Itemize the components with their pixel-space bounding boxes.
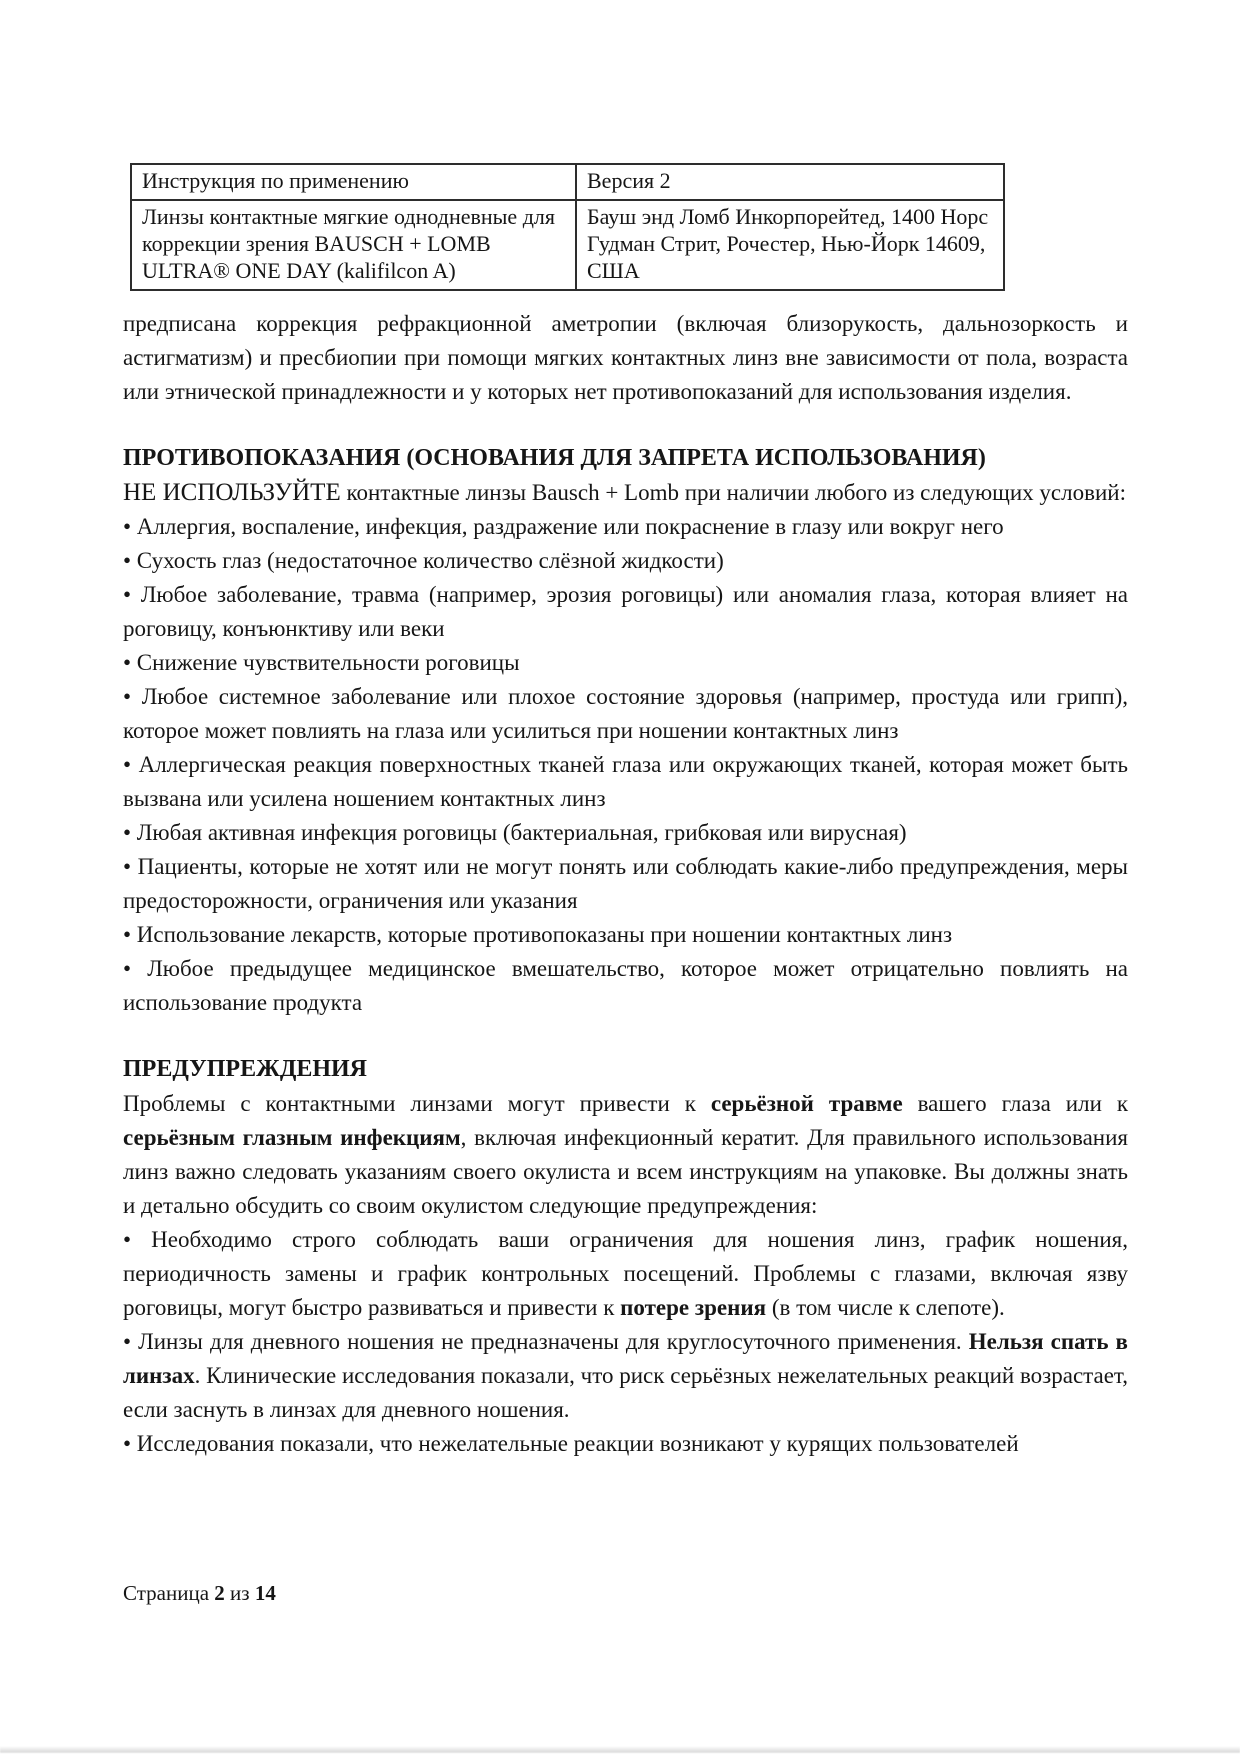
warning-item: [123, 1427, 1128, 1461]
text-run: серьёзным глазным инфекциям: [123, 1125, 461, 1150]
text-run: контактные линзы Bausch + Lomb при наличии любого из следующих условий:: [340, 480, 1126, 505]
contraindication-item: • Любое системное заболевание или плохое состояние здоровья (например, простуда или грипп), которое может повлиять на глаза или усилиться при ношении контактных линз: [123, 684, 1128, 743]
table-row: [131, 164, 1004, 200]
contraindications-list: [123, 510, 1128, 1020]
contraindication-item: • Сухость глаз (недостаточное количество слёзной жидкости): [123, 548, 724, 573]
text-run: Нельзя спать в линзах: [123, 1329, 1128, 1388]
text-run: , включая инфекционный кератит. Для правильного использования линз важно следовать указаниям своего окулиста и всем инструкциям на упаковке. Вы должны знать и детально обсудить со своим окулистом следующие предупреждения:: [123, 1125, 1128, 1218]
contraindications-lead: [123, 476, 1128, 510]
contraindication-item: • Использование лекарств, которые противопоказаны при ношении контактных линз: [123, 922, 953, 947]
intro-paragraph: предписана коррекция рефракционной аметропии (включая близорукость, дальнозоркость и астигматизм) и пресбиопии при помощи мягких контактных линз вне зависимости от пола, возраста или этнической принадлежности и у которых нет противопоказаний для использования изделия.: [123, 311, 1128, 404]
table-cell-version: Версия 2: [576, 164, 1004, 200]
text-run: Страница: [123, 1581, 215, 1605]
contraindication-item: • Любая активная инфекция роговицы (бактериальная, грибковая или вирусная): [123, 820, 907, 845]
text-run: НЕ ИСПОЛЬЗУЙТЕ: [123, 479, 341, 506]
text-run: из: [224, 1581, 255, 1605]
text-run: 2: [214, 1581, 225, 1605]
text-run: (в том числе к слепоте).: [766, 1295, 1005, 1320]
header-table: [130, 163, 1005, 291]
warning-item: [123, 1223, 1128, 1325]
table-cell-manufacturer: Бауш энд Ломб Инкорпорейтед, 1400 Норс Гудман Стрит, Рочестер, Нью-Йорк 14609, США: [576, 200, 1004, 290]
text-run: . Клинические исследования показали, что риск серьёзных нежелательных реакций возрастает, если заснуть в линзах для дневного ношения.: [123, 1363, 1128, 1422]
contraindications-heading: ПРОТИВОПОКАЗАНИЯ (ОСНОВАНИЯ ДЛЯ ЗАПРЕТА ИСПОЛЬЗОВАНИЯ): [123, 445, 986, 471]
text-run: Проблемы с контактными линзами могут привести к: [123, 1091, 711, 1116]
page-number: [123, 1580, 276, 1606]
warnings-intro: [123, 1087, 1128, 1223]
text-run: вашего глаза или к: [902, 1091, 1128, 1116]
contraindication-item: • Снижение чувствительности роговицы: [123, 650, 520, 675]
text-run: • Необходимо строго соблюдать ваши ограничения для ношения линз, график ношения, периодичность замены и график контрольных посещений. Проблемы с глазами, включая язву роговицы, могут быстро развиваться и привести к: [123, 1227, 1128, 1320]
text-run: • Линзы для дневного ношения не предназначены для круглосуточного применения.: [123, 1329, 969, 1354]
scan-edge-shadow: [0, 1746, 1240, 1753]
contraindication-item: • Аллергия, воспаление, инфекция, раздражение или покраснение в глазу или вокруг него: [123, 514, 1004, 539]
table-cell-product-name: Линзы контактные мягкие однодневные для коррекции зрения BAUSCH + LOMB ULTRA® ONE DAY (kalifilcon A): [131, 200, 576, 290]
text-run: • Исследования показали, что нежелательные реакции возникают у курящих пользователей: [123, 1431, 1019, 1456]
text-run: 14: [254, 1581, 276, 1605]
warnings-heading: ПРЕДУПРЕЖДЕНИЯ: [123, 1056, 368, 1082]
text-run: серьёзной травме: [710, 1091, 903, 1116]
contraindication-item: • Любое предыдущее медицинское вмешательство, которое может отрицательно повлиять на использование продукта: [123, 956, 1128, 1015]
warning-item: [123, 1325, 1128, 1427]
contraindication-item: • Любое заболевание, травма (например, эрозия роговицы) или аномалия глаза, которая влияет на роговицу, конъюнктиву или веки: [123, 582, 1128, 641]
contraindication-item: • Аллергическая реакция поверхностных тканей глаза или окружающих тканей, которая может быть вызвана или усилена ношением контактных линз: [123, 752, 1128, 811]
contraindication-item: • Пациенты, которые не хотят или не могут понять или соблюдать какие-либо предупреждения, меры предосторожности, ограничения или указания: [123, 854, 1128, 913]
table-cell-instruction-title: Инструкция по применению: [131, 164, 576, 200]
text-run: потере зрения: [620, 1295, 767, 1320]
table-row: [131, 200, 1004, 290]
